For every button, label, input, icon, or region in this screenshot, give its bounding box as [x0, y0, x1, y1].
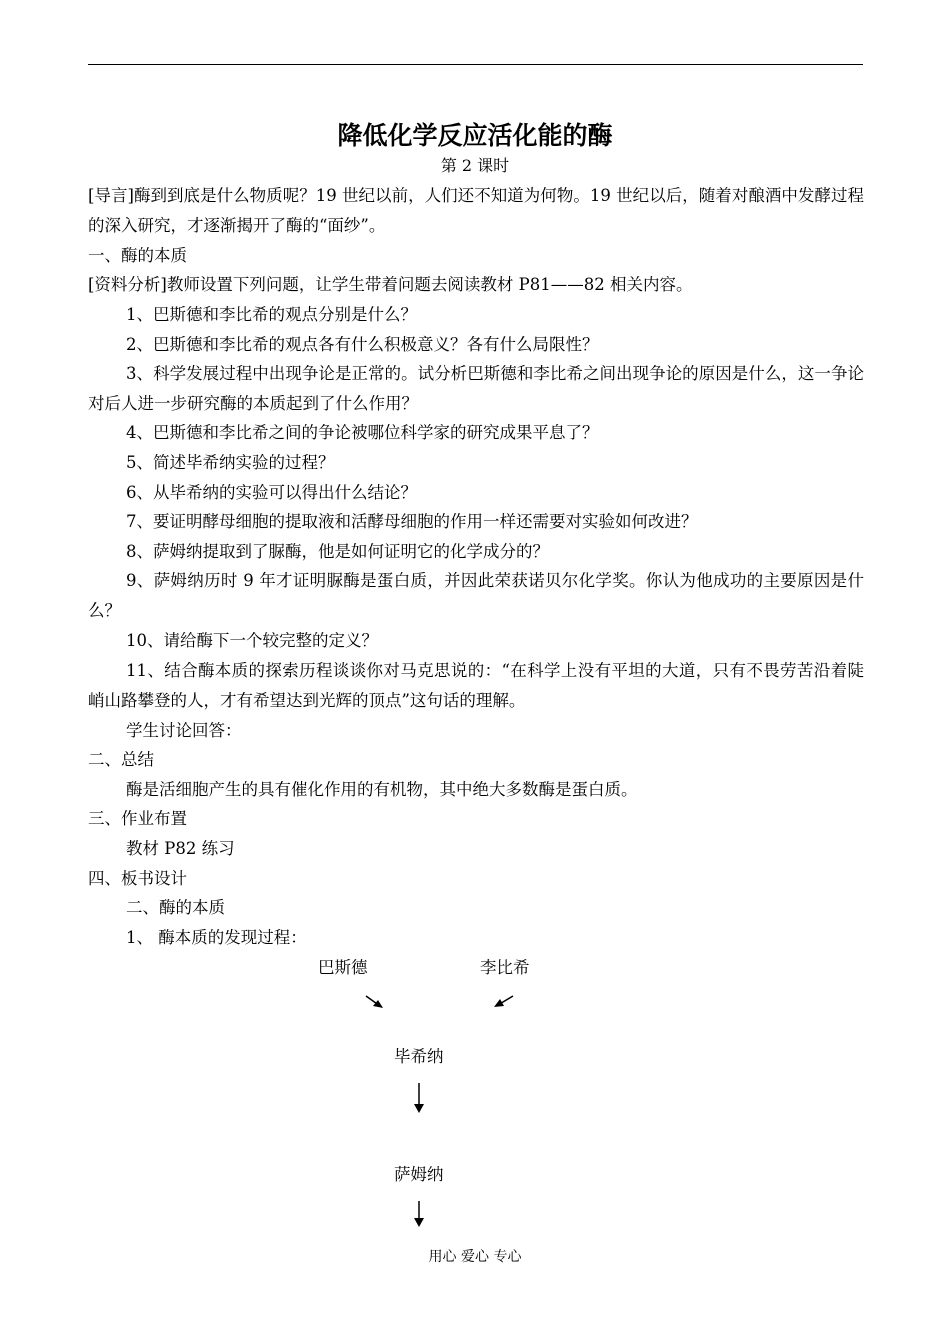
question-item: 6、从毕希纳的实验可以得出什么结论？: [126, 483, 417, 502]
header-rule: [88, 64, 863, 65]
question-item: 2、巴斯德和李比希的观点各有什么积极意义？各有什么局限性？: [126, 335, 599, 354]
question-item: 4、巴斯德和李比希之间的争论被哪位科学家的研究成果平息了？: [126, 423, 599, 442]
question-item: 7、要证明酵母细胞的提取液和活酵母细胞的作用一样还需要对实验如何改进？: [126, 512, 698, 531]
question-item: 8、萨姆纳提取到了脲酶，他是如何证明它的化学成分的？: [126, 542, 549, 561]
question-item: 5、简述毕希纳实验的过程？: [126, 453, 335, 472]
diagram-node-buchner: 毕希纳: [394, 1047, 444, 1066]
homework-text: 教材 P82 练习: [126, 839, 235, 858]
question-item: 9、萨姆纳历时 9 年才证明脲酶是蛋白质，并因此荣获诺贝尔化学奖。你认为他成功的主要原因是什么？: [88, 571, 864, 620]
arrow-buchner-to-sumner: [414, 1083, 424, 1113]
diagram-node-pasteur: 巴斯德: [318, 958, 368, 977]
summary-text: 酶是活细胞产生的具有催化作用的有机物，其中绝大多数酶是蛋白质。: [126, 780, 638, 799]
discussion-prompt: 学生讨论回答：: [126, 721, 242, 740]
arrow-liebig-to-buchner: [494, 996, 513, 1007]
question-item: 3、科学发展过程中出现争论是正常的。试分析巴斯德和李比希之间出现争论的原因是什么，这一争论对后人进一步研究酶的本质起到了什么作用？: [88, 364, 864, 413]
intro-paragraph: [导言]酶到到底是什么物质呢？19 世纪以前，人们还不知道为何物。19 世纪以后，随着对酿酒中发酵过程的深入研究，才逐渐揭开了酶的“面纱”。: [88, 186, 864, 235]
section-heading-homework: 三、作业布置: [88, 809, 187, 828]
page-title: 降低化学反应活化能的酶: [337, 121, 613, 150]
diagram-node-liebig: 李比希: [480, 958, 530, 977]
section-heading-board: 四、板书设计: [88, 869, 187, 888]
diagram-node-sumner: 萨姆纳: [394, 1165, 444, 1184]
question-item: 10、请给酶下一个较完整的定义？: [126, 631, 378, 650]
section-heading-summary: 二、总结: [88, 750, 154, 769]
question-item: 1、巴斯德和李比希的观点分别是什么？: [126, 305, 417, 324]
lesson-subtitle: 第 2 课时: [440, 156, 510, 175]
question-item: 11、结合酶本质的探索历程谈谈你对马克思说的：“在科学上没有平坦的大道，只有不畏劳苦沿着陡峭山路攀登的人，才有希望达到光辉的顶点”这句话的理解。: [88, 661, 864, 710]
material-analysis: [资料分析]教师设置下列问题，让学生带着问题去阅读教材 P81——82 相关内容。: [88, 275, 693, 294]
board-item: 1、 酶本质的发现过程：: [126, 928, 307, 947]
section-heading-essence: 一、酶的本质: [88, 246, 187, 265]
arrow-sumner-next: [414, 1201, 424, 1227]
arrow-pasteur-to-buchner: [366, 996, 383, 1008]
board-subheading: 二、酶的本质: [126, 898, 225, 917]
page-footer: 用心 爱心 专心: [428, 1249, 522, 1265]
